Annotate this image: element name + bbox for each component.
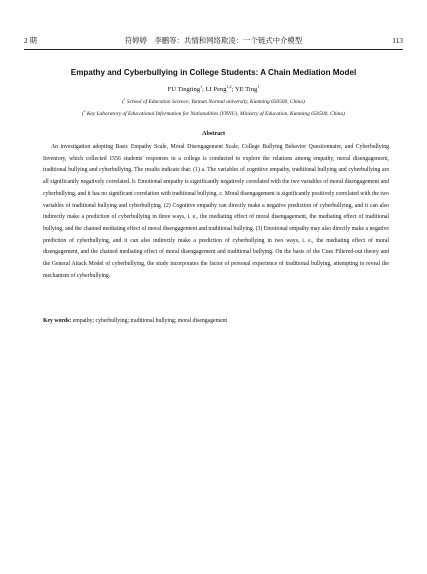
author-line: FU Tingting$^1$; LI Peng$^{1,2}$; YE Ting$^1$: [167, 83, 260, 93]
running-title: 符婷婷 李鹏等：共情和网络欺凌：一个链式中介模型: [124, 35, 303, 45]
affiliation: ($^2$ Key Laboratory of Educational Information for Nationalities (YNNU), Ministry of Education, Kunming 650500, China): [82, 109, 345, 117]
affiliation-mark: 2: [83, 109, 86, 114]
keywords-label: Key words:: [43, 318, 72, 324]
abstract-text: An investigation adopting Basic Empathy Scale, Moral Disengagement Scale, College Bullying Behavior Questionnaire, and Cyberbullying Inventory, which collected 1556 students' responses in a college is conducted to explore the relations among empathy, moral disengagement, traditional bullying and cyberbullying. The results indicate that: (1) a. The variables of cognitive empathy, traditional bullying and cyberbullying are all significantly negatively correlated. b. Emotional empathy is significantly negatively correlated with the two variables of moral disengagement and cyberbullying, and it has no significant correlation with traditional bullying. c. Moral disengagement is significantly positively correlated with the two variables of traditional bullying and cyberbullying. (2) Cognitive empathy can directly make a negative prediction of cyberbullying, and it can also indirectly make a prediction of cyberbullying in three ways, i. e., the mediating effect of moral disengagement, the mediating effect of traditional bullying, and the chained mediating effect of moral disengagement and traditional bullying. (3) Emotional empathy may also directly make a negative prediction of cyberbullying, and it can also indirectly make a prediction of cyberbullying in two ways, i. e., the mediating effect of moral disengagement, and the chained mediating effect of moral disengagement and traditional bullying. On the basis of the Cues Filtered-out theory and the General Attack Model of cyberbullying, the study incorporates the factor of personal experience of traditional bullying, attempting to reveal the mechanism of cyberbullying.: [43, 144, 389, 279]
header-rule: [24, 49, 403, 50]
abstract-heading: Abstract: [201, 130, 226, 137]
author-name: LI Peng: [205, 86, 227, 93]
affiliation-text: Key Laboratory of Educational Information for Nationalities (YNNU), Ministry of Education, Kunming 650500, China: [86, 111, 344, 117]
affiliation-mark: 1: [123, 97, 126, 102]
page-number: 113: [392, 35, 403, 45]
affiliation: ($^1$ School of Education Science, Yunnan Normal university, Kunming 650500, China): [122, 97, 305, 105]
paper-title: Empathy and Cyberbullying in College Students: A Chain Mediation Model: [70, 68, 357, 77]
keywords: [43, 316, 389, 328]
author-affiliation-mark: 1: [257, 83, 260, 89]
keywords-list: empathy; cyberbullying; traditional bullying; moral disengagement: [72, 318, 228, 324]
affiliation-text: School of Education Science, Yunnan Normal university, Kunming 650500, China: [126, 99, 304, 105]
issue-number: 2 期: [24, 35, 37, 45]
running-header: [24, 34, 403, 46]
author-affiliation-mark: 1,2: [226, 83, 232, 89]
author-name: YE Ting: [234, 86, 258, 93]
author-name: FU Tingting: [167, 86, 201, 93]
author-affiliation-mark: 1: [200, 83, 203, 89]
